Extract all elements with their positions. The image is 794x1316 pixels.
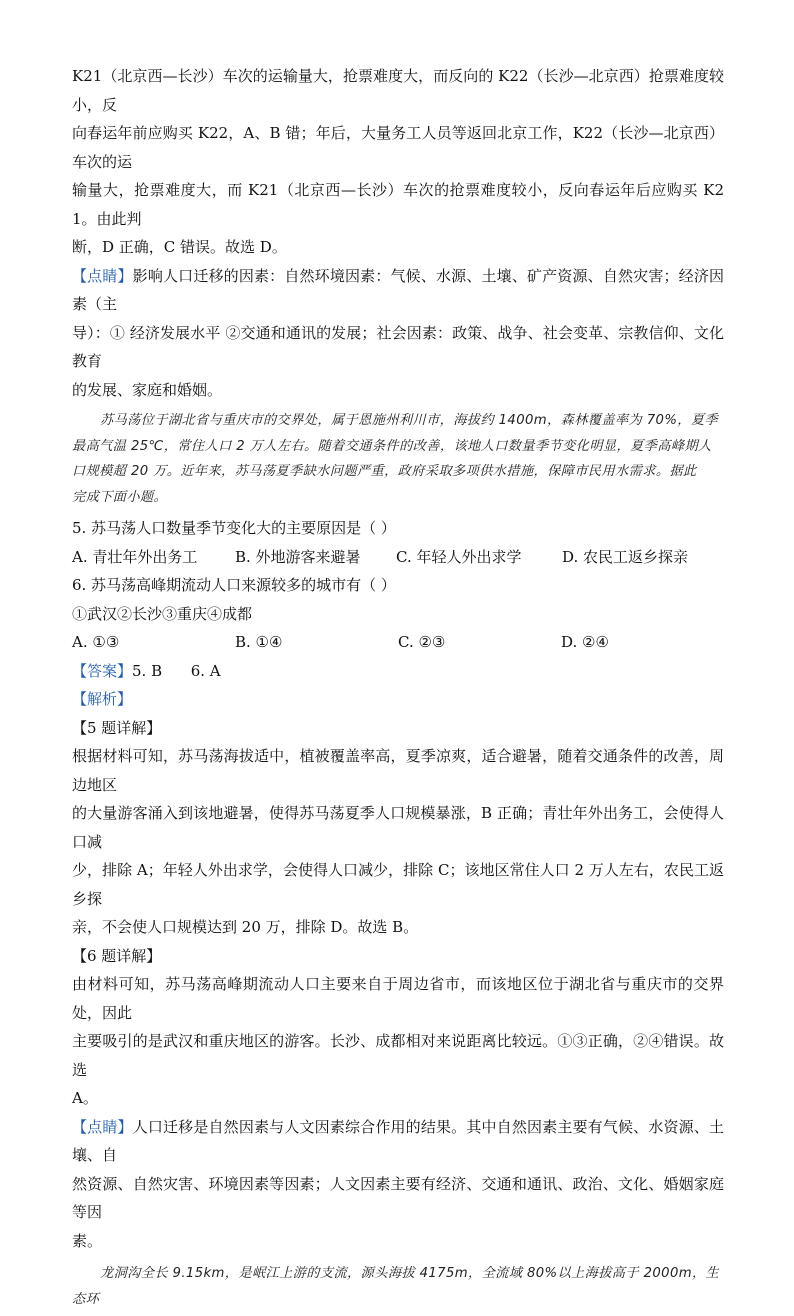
material-2 (72, 1261, 724, 1312)
tip1-line-2: 导）：① 经济发展水平 ②交通和通讯的发展；社会因素：政策、战争、社会变革、宗教信仰、文化教育 (72, 323, 724, 370)
tip2-label: 【点睛】 (72, 1117, 133, 1136)
tip1-line-1 (72, 262, 724, 319)
q6-items: ①武汉②长沙③重庆④成都 (72, 604, 253, 623)
q5-options (72, 543, 724, 572)
intro-line-2: 向春运年前应购买 K22，A、B 错；年后，大量务工人员等返回北京工作，K22（长沙—北京西）车次的运 (72, 124, 724, 171)
tip1-label: 【点睛】 (72, 266, 133, 285)
q5-option-d: D. 农民工返乡探亲 (562, 547, 689, 566)
tip1-text-1: 影响人口迁移的因素：自然环境因素：气候、水源、土壤、矿产资源、自然灾害；经济因素（主 (72, 266, 724, 313)
tip2-text-1: 人口迁移是自然因素与人文因素综合作用的结果。其中自然因素主要有气候、水资源、土壤、自 (72, 1117, 724, 1164)
material2-line-1: 龙洞沟全长 9.15km，是岷江上游的支流，源头海拔 4175m，全流域 80%以上海拔高于 2000m，生态环 (72, 1266, 720, 1307)
q5-option-b: B. 外地游客来避暑 (235, 547, 361, 566)
answer-label: 【答案】 (72, 661, 133, 680)
intro-line-4: 断，D 正确，C 错误。故选 D。 (72, 238, 287, 256)
detail6-heading: 【6 题详解】 (72, 946, 162, 965)
document-page (72, 62, 724, 1316)
q6-options (72, 628, 724, 657)
tip2-line-2: 然资源、自然灾害、环境因素等因素；人文因素主要有经济、交通和通讯、政治、文化、婚姻家庭等因 (72, 1174, 724, 1221)
detail5-line-4: 亲，不会使人口规模达到 20 万，排除 D。故选 B。 (72, 918, 419, 936)
answer-text: 5. B 6. A (132, 661, 221, 680)
intro-line-1: K21（北京西—长沙）车次的运输量大，抢票难度大，而反向的 K22（长沙—北京西）抢票难度较小，反 (72, 67, 724, 114)
intro-line-3: 输量大，抢票难度大，而 K21（北京西—长沙）车次的抢票难度较小，反向春运年后应购买 K21。由此判 (72, 181, 724, 228)
tip1-line-3: 的发展、家庭和婚姻。 (72, 380, 223, 399)
tip2-line-3: 素。 (72, 1231, 103, 1250)
material-1 (72, 408, 724, 510)
tip2-line-1 (72, 1113, 724, 1170)
q6-option-a: A. ①③ (72, 633, 120, 651)
detail5-line-1: 根据材料可知，苏马荡海拔适中，植被覆盖率高，夏季凉爽，适合避暑，随着交通条件的改善，周边地区 (72, 747, 724, 794)
detail6-line-1: 由材料可知，苏马荡高峰期流动人口主要来自于周边省市，而该地区位于湖北省与重庆市的交界处，因此 (72, 975, 724, 1022)
detail5-line-2: 的大量游客涌入到该地避暑，使得苏马荡夏季人口规模暴涨，B 正确；青壮年外出务工，会使得人口减 (72, 804, 724, 851)
q5-option-c: C. 年轻人外出求学 (396, 547, 522, 566)
material1-line-4: 完成下面小题。 (72, 489, 168, 505)
material1-line-1: 苏马荡位于湖北省与重庆市的交界处，属于恩施州利川市，海拔约 1400m，森林覆盖率为 70%，夏季 (100, 413, 719, 428)
detail6-line-2: 主要吸引的是武汉和重庆地区的游客。长沙、成都相对来说距离比较远。①③正确，②④错误。故选 (72, 1032, 724, 1079)
detail5-heading: 【5 题详解】 (72, 718, 162, 737)
analysis-label: 【解析】 (72, 690, 133, 708)
detail6-line-3: A。 (72, 1089, 98, 1107)
answer-line (72, 657, 724, 686)
q6-option-d: D. ②④ (561, 633, 609, 651)
q5-stem: 5. 苏马荡人口数量季节变化大的主要原因是（ ） (72, 519, 396, 537)
material1-line-3: 口规模超 20 万。近年来，苏马荡夏季缺水问题严重，政府采取多项供水措施，保障市民用水需求。据此 (72, 464, 697, 479)
q6-option-b: B. ①④ (235, 633, 283, 651)
q6-option-c: C. ②③ (398, 633, 446, 651)
material1-line-2: 最高气温 25℃，常住人口 2 万人左右。随着交通条件的改善，该地人口数量季节变化明显，夏季高峰期人 (72, 438, 712, 454)
detail5-line-3: 少，排除 A；年轻人外出求学，会使得人口减少，排除 C；该地区常住人口 2 万人左右，农民工返乡探 (72, 861, 724, 908)
q6-stem: 6. 苏马荡高峰期流动人口来源较多的城市有（ ） (72, 576, 396, 594)
q5-option-a: A. 青壮年外出务工 (72, 547, 198, 566)
